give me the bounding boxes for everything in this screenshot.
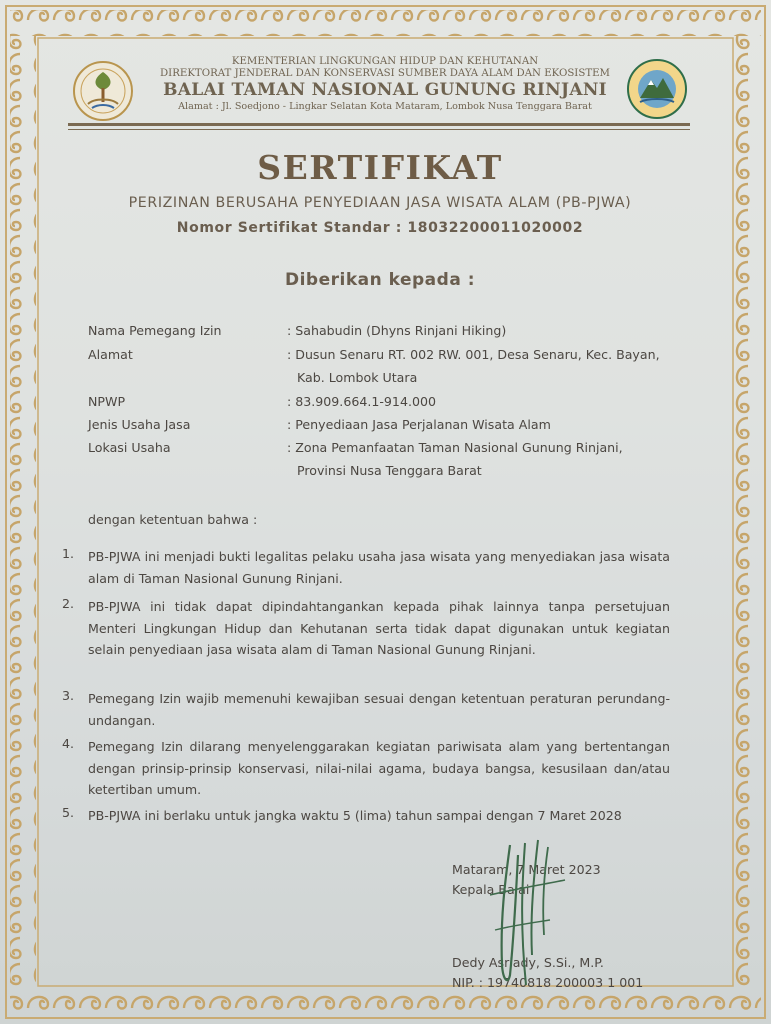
address-line-2: Kab. Lombok Utara [297, 370, 418, 385]
name-value: : Sahabudin (Dhyns Rinjani Hiking) [287, 323, 507, 338]
term-text: Pemegang Izin wajib memenuhi kewajiban sesuai dengan ketentuan peraturan perundang-undangan. [88, 691, 670, 728]
term-number: 4. [62, 736, 75, 751]
certificate-title: SERTIFIKAT [257, 148, 503, 187]
term-number: 1. [62, 546, 75, 561]
place-date: Mataram, 7 Maret 2023 [452, 862, 601, 877]
npwp-label: NPWP [88, 394, 126, 409]
directorate-name: DIREKTORAT JENDERAL DAN KONSERVASI SUMBER DAYA ALAM DAN EKOSISTEM [160, 68, 610, 79]
term-text: PB-PJWA ini berlaku untuk jangka waktu 5 (lima) tahun sampai dengan 7 Maret 2028 [88, 808, 622, 823]
header-rule [68, 123, 690, 126]
signatory-name: Dedy Asriady, S.Si., M.P. [452, 955, 604, 970]
certificate-subtitle: PERIZINAN BERUSAHA PENYEDIAAN JASA WISATA ALAM (PB-PJWA) [128, 195, 632, 211]
term-number: 3. [62, 688, 75, 703]
signatory-nip: NIP. : 19740818 200003 1 001 [452, 975, 644, 990]
business-label: Jenis Usaha Jasa [88, 417, 191, 432]
ministry-name: KEMENTERIAN LINGKUNGAN HIDUP DAN KEHUTANAN [231, 56, 539, 67]
certificate-number: Nomor Sertifikat Standar : 18032200011020002 [176, 220, 584, 236]
address-line-1: : Dusun Senaru RT. 002 RW. 001, Desa Senaru, Kec. Bayan, [287, 347, 660, 362]
name-label: Nama Pemegang Izin [88, 323, 222, 338]
park-logo [626, 58, 688, 120]
business-value: : Penyediaan Jasa Perjalanan Wisata Alam [287, 417, 551, 432]
term-number: 2. [62, 596, 75, 611]
handwritten-signature [470, 835, 580, 995]
term-text: Pemegang Izin dilarang menyelenggarakan kegiatan pariwisata alam yang bertentangan dengan prinsip-prinsip konservasi, nilai-nilai agama, budaya bangsa, kesusilaan dan/atau ketertiban umum. [88, 739, 670, 797]
signatory-position: Kepala Balai [452, 882, 530, 897]
terms-intro: dengan ketentuan bahwa : [88, 512, 258, 527]
location-line-2: Provinsi Nusa Tenggara Barat [297, 463, 482, 478]
given-to-heading: Diberikan kepada : [284, 270, 476, 290]
office-address: Alamat : Jl. Soedjono - Lingkar Selatan Kota Mataram, Lombok Nusa Tenggara Barat [178, 101, 592, 112]
term-text: PB-PJWA ini menjadi bukti legalitas pelaku usaha jasa wisata yang menyediakan jasa wisata alam di Taman Nasional Gunung Rinjani. [88, 549, 670, 586]
term-text: PB-PJWA ini tidak dapat dipindahtangankan kepada pihak lainnya tanpa persetujuan Menteri Lingkungan Hidup dan Kehutanan serta tidak dapat digunakan untuk kegiatan selain penyediaan jasa wisata alam di Taman Nasional Gunung Rinjani. [88, 599, 670, 657]
term-number: 5. [62, 805, 75, 820]
location-line-1: : Zona Pemanfaatan Taman Nasional Gunung Rinjani, [287, 440, 623, 455]
npwp-value: : 83.909.664.1-914.000 [287, 394, 436, 409]
header-rule-thin [68, 129, 690, 130]
ministry-logo [72, 60, 134, 122]
address-label: Alamat [88, 347, 133, 362]
location-label: Lokasi Usaha [88, 440, 171, 455]
office-name: BALAI TAMAN NASIONAL GUNUNG RINJANI [163, 80, 607, 100]
